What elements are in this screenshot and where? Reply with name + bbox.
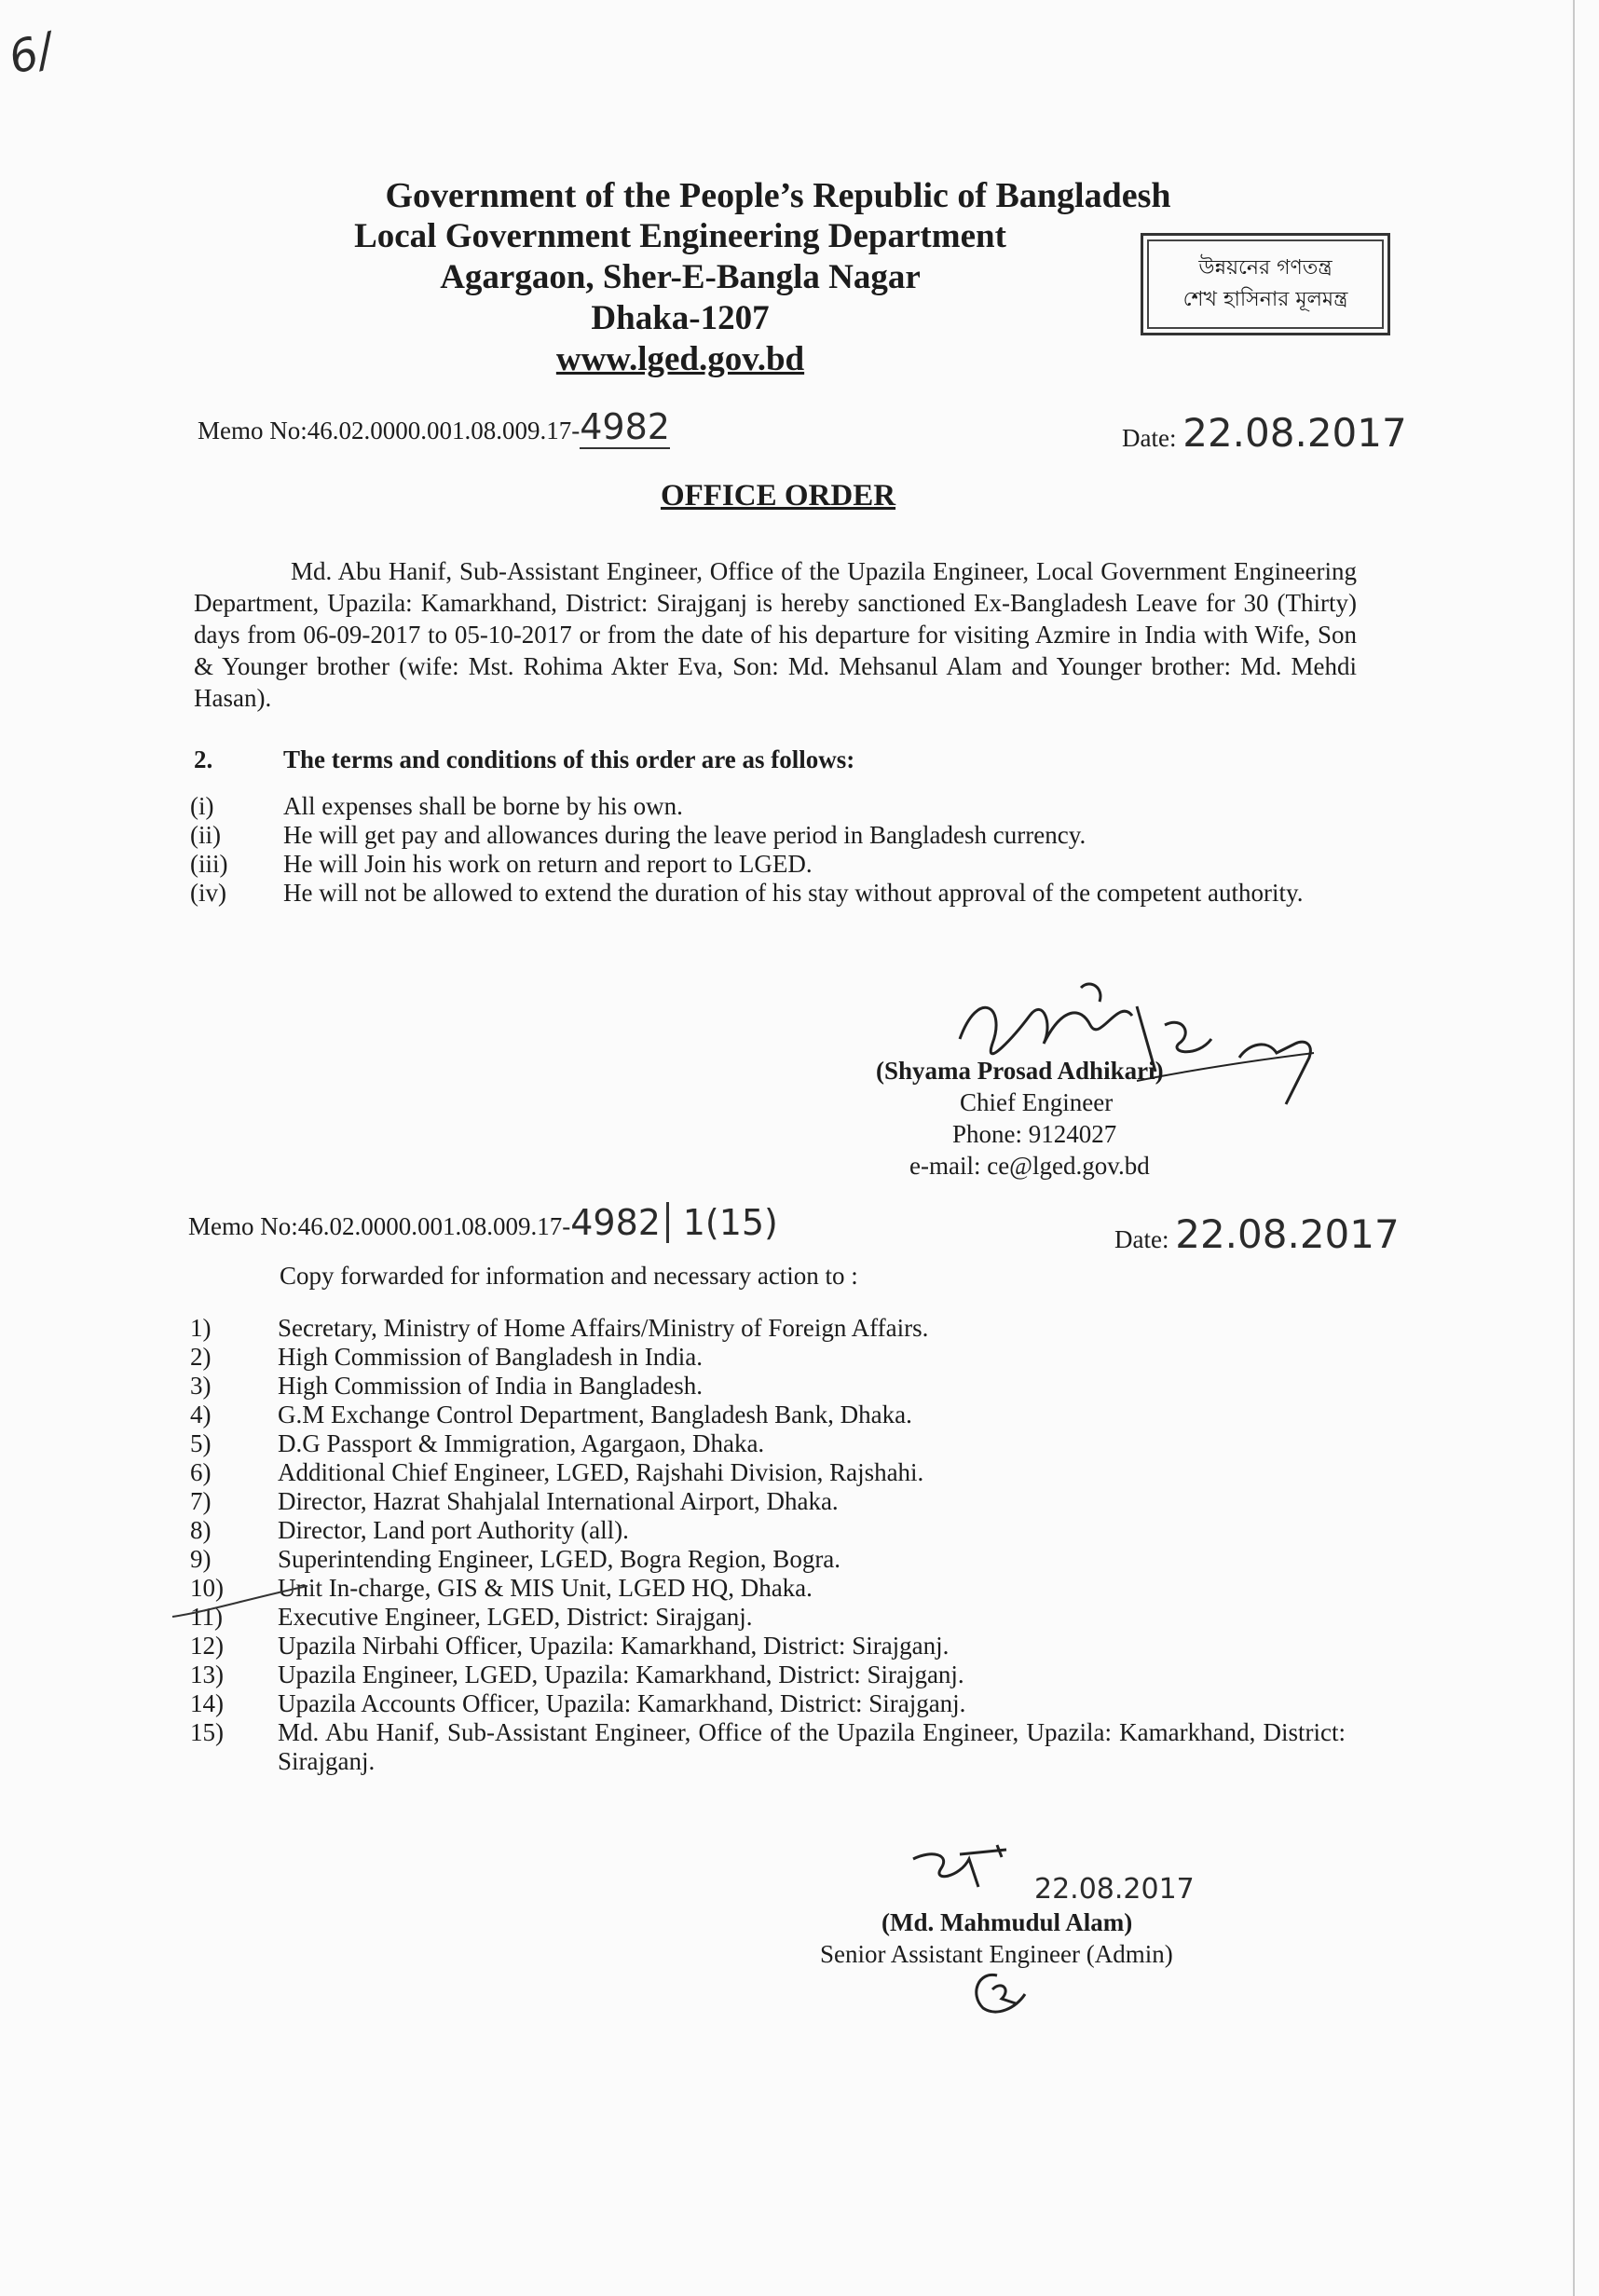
header-website: www.lged.gov.bd: [555, 340, 805, 378]
term-item: [190, 792, 1357, 821]
recipient-text: Md. Abu Hanif, Sub-Assistant Engineer, Office of the Upazila Engineer, Upazila: Kamarkhand, District: Sirajganj.: [278, 1718, 1346, 1775]
recipient-number: 11): [190, 1603, 223, 1631]
memo-date-2: [1114, 1211, 1400, 1257]
recipient-text: Upazila Accounts Officer, Upazila: Kamarkhand, District: Sirajganj.: [278, 1689, 966, 1717]
recipient-number: 4): [190, 1401, 212, 1428]
date-handwritten: 22.08.2017: [1182, 410, 1407, 456]
term-number: (i): [190, 792, 214, 820]
signatory-1-email: e-mail: ce@lged.gov.bd: [909, 1152, 1150, 1180]
recipient-text: High Commission of India in Bangladesh.: [278, 1372, 703, 1400]
letterhead: [280, 175, 1277, 380]
corner-handwritten-mark: 6/: [3, 22, 60, 86]
recipient-number: 8): [190, 1516, 212, 1544]
signatory-1-name: (Shyama Prosad Adhikari): [876, 1057, 1164, 1085]
recipient-item: [190, 1429, 1346, 1458]
memo-number-handwritten: 4982: [580, 406, 670, 447]
copy-forwarded-intro: Copy forwarded for information and necessary action to :: [280, 1262, 858, 1290]
recipient-text: Additional Chief Engineer, LGED, Rajshahi Division, Rajshahi.: [278, 1458, 924, 1486]
memo-prefix: Memo No:46.02.0000.001.08.009.17-: [188, 1212, 571, 1240]
recipient-item: [190, 1458, 1346, 1487]
header-line-city: Dhaka-1207: [591, 299, 770, 337]
recipient-item: [190, 1343, 1346, 1372]
term-item: [190, 821, 1357, 850]
terms-list: [190, 792, 1357, 908]
slogan-box: [1141, 233, 1390, 335]
signatory-2-name: (Md. Mahmudul Alam): [882, 1908, 1133, 1936]
term-text: He will Join his work on return and report to LGED.: [283, 850, 813, 878]
recipient-item: [190, 1314, 1346, 1343]
page-title: OFFICE ORDER: [660, 479, 896, 512]
recipient-number: 7): [190, 1487, 212, 1515]
recipient-text: Superintending Engineer, LGED, Bogra Region, Bogra.: [278, 1545, 841, 1573]
memo-date-1: [1122, 410, 1407, 456]
recipient-number: 9): [190, 1545, 212, 1573]
recipient-text: Upazila Engineer, LGED, Upazila: Kamarkhand, District: Sirajganj.: [278, 1660, 964, 1688]
recipient-item: [190, 1574, 1346, 1603]
date-label: Date:: [1122, 424, 1177, 452]
slogan-line-2: শেখ হাসিনার মূলমন্ত্র: [1182, 288, 1348, 311]
header-line-government: Government of the People’s Republic of Bangladesh: [385, 176, 1171, 215]
pen-stroke-mark: [168, 1575, 317, 1631]
recipient-item: [190, 1545, 1346, 1574]
recipient-item: [190, 1516, 1346, 1545]
recipient-text: D.G Passport & Immigration, Agargaon, Dhaka.: [278, 1429, 765, 1457]
slogan-line-1: উন্নয়নের গণতন্ত্র: [1198, 256, 1332, 280]
recipient-text: High Commission of Bangladesh in India.: [278, 1343, 703, 1371]
recipient-number: 14): [190, 1689, 224, 1717]
term-item: [190, 850, 1357, 879]
recipient-number: 15): [190, 1718, 224, 1746]
recipient-item: [190, 1660, 1346, 1689]
memo-prefix: Memo No:46.02.0000.001.08.009.17-: [198, 417, 581, 444]
recipient-number: 5): [190, 1429, 212, 1457]
header-line-address: Agargaon, Sher-E-Bangla Nagar: [440, 258, 921, 296]
recipient-number: 3): [190, 1372, 212, 1400]
recipient-text: Director, Hazrat Shahjalal International Airport, Dhaka.: [278, 1487, 839, 1515]
term-item: [190, 879, 1357, 908]
recipient-item: [190, 1689, 1346, 1718]
recipient-number: 10): [190, 1574, 224, 1602]
recipient-number: 1): [190, 1314, 212, 1342]
terms-heading: [194, 745, 854, 774]
terms-heading-text: The terms and conditions of this order are as follows:: [283, 745, 855, 773]
recipient-item: [190, 1718, 1346, 1776]
signatory-2-block: [820, 1906, 1286, 1970]
memo-line-2: [188, 1202, 778, 1243]
recipient-text: Director, Land port Authority (all).: [278, 1516, 629, 1544]
header-line-department: Local Government Engineering Department: [354, 217, 1006, 255]
date-handwritten: 22.08.2017: [1175, 1211, 1400, 1257]
term-text: He will get pay and allowances during the leave period in Bangladesh currency.: [283, 821, 1086, 849]
recipient-number: 13): [190, 1660, 224, 1688]
signatory-1-designation: Chief Engineer: [960, 1088, 1114, 1116]
signatory-1-phone: Phone: 9124027: [952, 1120, 1117, 1148]
term-text: All expenses shall be borne by his own.: [283, 792, 683, 820]
recipient-item: [190, 1401, 1346, 1429]
signatory-2-designation: Senior Assistant Engineer (Admin): [820, 1940, 1173, 1968]
recipient-text: Secretary, Ministry of Home Affairs/Ministry of Foreign Affairs.: [278, 1314, 929, 1342]
terms-number: 2.: [194, 745, 213, 773]
memo-number-handwritten: 4982: [570, 1202, 669, 1243]
signature-2-date-handwritten: 22.08.2017: [1034, 1873, 1195, 1906]
recipient-number: 6): [190, 1458, 212, 1486]
memo-suffix-handwritten: 1(15): [682, 1202, 778, 1243]
recipient-text: Executive Engineer, LGED, District: Sirajganj.: [278, 1603, 753, 1631]
memo-line-1: [198, 406, 670, 447]
recipient-item: [190, 1372, 1346, 1401]
order-body-paragraph: Md. Abu Hanif, Sub-Assistant Engineer, Office of the Upazila Engineer, Local Government Engineering Department, Upazila: Kamarkhand, District: Sirajganj is hereby sanctioned Ex-Bangladesh Leave for 30 (Thirty) days from 06-09-2017 to 05-10-2017 or from the date of his departure for visiting Azmire in India with Wife, Son & Younger brother (wife: Mst. Rohima Akter Eva, Son: Md. Mehsanul Alam and Younger brother: Md. Mehdi Hasan).: [194, 557, 1357, 712]
signatory-1-block: [876, 1055, 1267, 1182]
recipient-item: [190, 1632, 1346, 1660]
date-label: Date:: [1114, 1225, 1169, 1253]
recipient-number: 12): [190, 1632, 224, 1660]
recipient-number: 2): [190, 1343, 212, 1371]
recipient-item: [190, 1603, 1346, 1632]
recipient-text: Unit In-charge, GIS & MIS Unit, LGED HQ, Dhaka.: [278, 1574, 813, 1602]
term-text: He will not be allowed to extend the duration of his stay without approval of the competent authority.: [283, 879, 1304, 907]
initial-mark: [960, 1966, 1034, 2022]
signature-senior-assistant-engineer: [904, 1840, 1016, 1906]
term-number: (iii): [190, 850, 228, 878]
term-number: (iv): [190, 879, 226, 907]
recipient-item: [190, 1487, 1346, 1516]
term-number: (ii): [190, 821, 221, 849]
recipient-text: Upazila Nirbahi Officer, Upazila: Kamarkhand, District: Sirajganj.: [278, 1632, 950, 1660]
recipient-text: G.M Exchange Control Department, Bangladesh Bank, Dhaka.: [278, 1401, 912, 1428]
recipient-list: [190, 1314, 1346, 1776]
